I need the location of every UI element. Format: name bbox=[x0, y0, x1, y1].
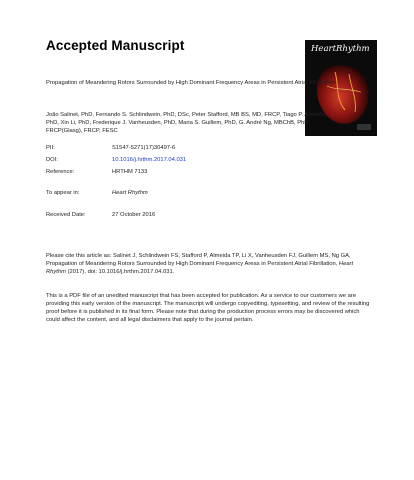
citation-journal: Heart Rhythm bbox=[46, 261, 354, 275]
citation-suffix: (2017), doi: 10.1016/j.hrthm.2017.04.031. bbox=[67, 269, 175, 275]
doi-label: DOI: bbox=[46, 157, 58, 163]
page-heading: Accepted Manuscript bbox=[46, 38, 185, 53]
citation-prefix: Please cite this article as: Salinet J, Schlindwein FS, Stafford P, Almeida TP, Li X, Vanheusden FJ, Guillem MS, Ng GA, Propagation of Meandering Rotors Surrounded by High Dominant Frequency Areas in Persistent Atrial Fibrillation, bbox=[46, 253, 351, 267]
pii-label: PII: bbox=[46, 145, 55, 151]
cover-journal-title: HeartRhythm bbox=[311, 44, 370, 54]
pii-value: S1547-5271(17)30497-6 bbox=[112, 145, 176, 151]
reference-label: Reference: bbox=[46, 169, 75, 175]
reference-value: HRTHM 7133 bbox=[112, 169, 148, 175]
appear-in-label: To appear in: bbox=[46, 190, 80, 196]
citation-paragraph bbox=[46, 252, 372, 276]
received-value: 27 October 2016 bbox=[112, 212, 156, 218]
received-label: Received Date: bbox=[46, 212, 86, 218]
appear-in-value: Heart Rhythm bbox=[112, 190, 148, 196]
article-title: Propagation of Meandering Rotors Surrounded by High Dominant Frequency Areas in Persistent Atrial Fibrillation bbox=[46, 80, 336, 86]
doi-link[interactable]: 10.1016/j.hrthm.2017.04.031 bbox=[112, 157, 187, 163]
author-list: João Salinet, PhD, Fernando S. Schlindwein, PhD, DSc, Peter Stafford, MB BS, MD, FRCP, Tiago P. Almeida, PhD, Xin Li, PhD, Frederique J. Vanheusden, PhD, Maria S. Guillem, PhD, G. André Ng, MBChB, PhD, FRCP(Glasg), FRCP, FESC bbox=[46, 112, 327, 134]
disclaimer-paragraph: This is a PDF file of an unedited manuscript that has been accepted for publication. As a service to our customers we are providing this early version of the manuscript. The manuscript will undergo copyediting, typesetting, and review of the resulting proof before it is published in its final form. Please note that during the production process errors may be discovered which could affect the content, and all legal disclaimers that apply to the journal pertain. bbox=[46, 293, 370, 323]
